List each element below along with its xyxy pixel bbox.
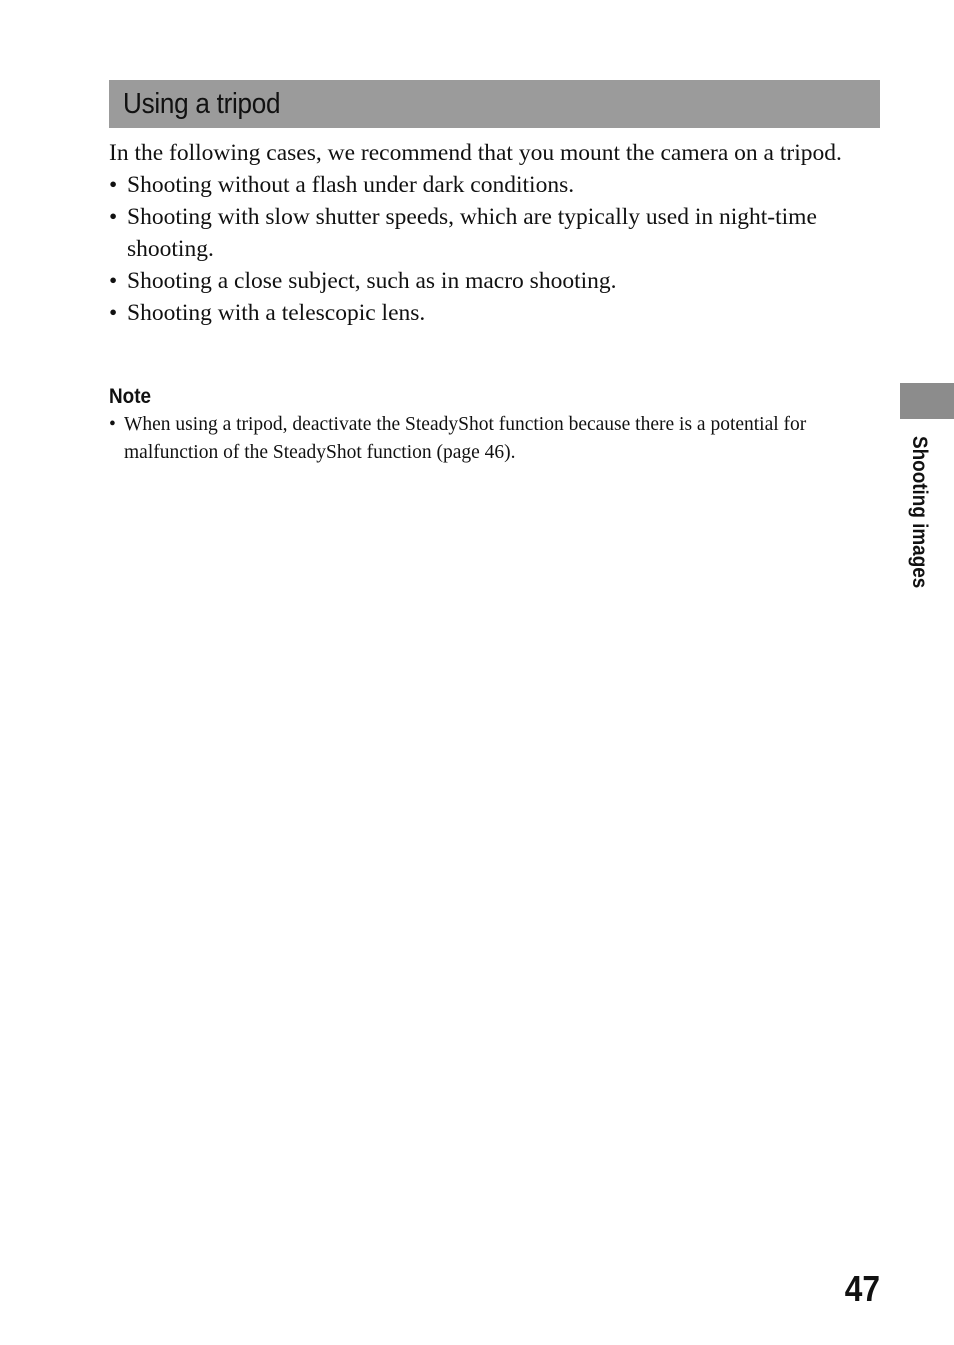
- list-item-text: Shooting with slow shutter speeds, which are typically used in night-time shooting.: [127, 204, 817, 262]
- note-item: [109, 411, 884, 467]
- note-item-text: When using a tripod, deactivate the SteadyShot function because there is a potential for malfunction of the SteadyShot function (page 46).: [124, 414, 807, 463]
- list-item: [109, 297, 884, 329]
- list-item-text: Shooting a close subject, such as in macro shooting.: [127, 268, 617, 294]
- list-item: [109, 265, 884, 297]
- bullet-icon: •: [109, 268, 118, 294]
- note-list: [109, 411, 884, 467]
- chapter-tab: [900, 383, 954, 419]
- chapter-label: Shooting images: [908, 436, 931, 589]
- list-item-text: Shooting without a flash under dark conditions.: [127, 172, 575, 198]
- section-title: Using a tripod: [123, 87, 281, 120]
- list-item-text: Shooting with a telescopic lens.: [127, 300, 426, 326]
- page-number: 47: [844, 1268, 880, 1309]
- bullet-icon: •: [109, 300, 118, 326]
- body-text: [109, 137, 884, 329]
- bullet-icon: •: [109, 172, 118, 198]
- list-item: [109, 169, 884, 201]
- list-item: [109, 201, 884, 265]
- bullet-icon: •: [109, 414, 116, 435]
- note-block: [109, 383, 884, 467]
- note-heading: Note: [109, 385, 152, 408]
- recommendation-list: [109, 169, 884, 329]
- bullet-icon: •: [109, 204, 118, 230]
- intro-paragraph: In the following cases, we recommend that you mount the camera on a tripod.: [109, 140, 842, 166]
- section-header: [109, 80, 880, 128]
